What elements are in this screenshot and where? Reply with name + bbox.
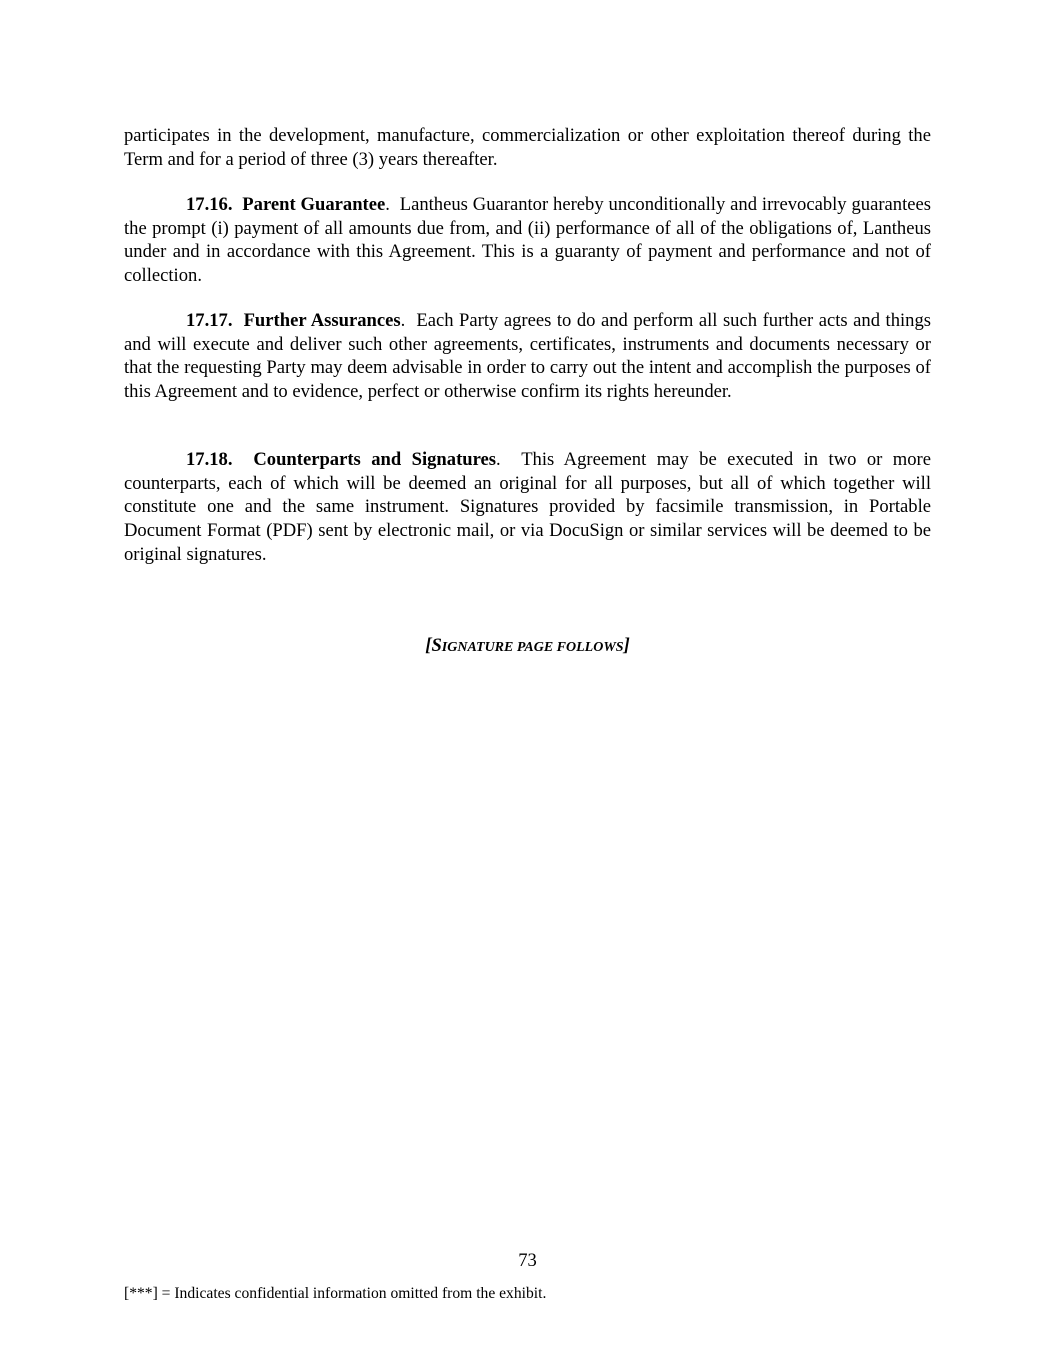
section-number: 17.17. <box>186 310 233 331</box>
paragraph-continuation <box>124 124 931 171</box>
section-title: Further Assurances <box>243 310 401 331</box>
bracket-close: ] <box>623 635 630 656</box>
section-number: 17.16. <box>186 194 233 215</box>
confidentiality-footnote: [***] = Indicates confidential information omitted from the exhibit. <box>124 1285 547 1302</box>
section-number: 17.18. <box>186 449 233 470</box>
section-title: Parent Guarantee <box>242 194 386 215</box>
bracket-open: [ <box>425 635 432 656</box>
section-17-17: 17.17. Further Assurances. Each Party agrees to do and perform all such further acts and things and will execute and deliver such other agreements, certificates, instruments and documents necessary or that the requesting Party may deem advisable in order to carry out the intent and accomplish the purposes of this Agreement and to evidence, perfect or otherwise confirm its rights hereunder. <box>124 310 931 403</box>
section-text: Lantheus Guarantor hereby unconditionally and irrevocably guarantees the prompt (i) payment of all amounts due from, and (ii) performance of all of the obligations of, Lantheus under and in accordance with this Agreement. This is a guaranty of payment and performance and not of collection. <box>124 194 931 287</box>
section-text: This Agreement may be executed in two or more counterparts, each of which will be deemed an original for all purposes, but all of which together will constitute one and the same instrument. Signatures provided by facsimile transmission, in Portable Document Format (PDF) sent by electronic mail, or via DocuSign or similar services will be deemed to be original signatures. <box>124 449 932 565</box>
section-17-16: 17.16. Parent Guarantee. Lantheus Guarantor hereby unconditionally and irrevocably guarantees the prompt (i) payment of all amounts due from, and (ii) performance of all of the obligations of, Lantheus under and in accordance with this Agreement. This is a guaranty of payment and performance and not of collection. <box>124 194 931 287</box>
page-number: 73 <box>518 1250 537 1271</box>
section-17-18: 17.18. Counterparts and Signatures. This Agreement may be executed in two or more counterparts, each of which will be deemed an original for all purposes, but all of which together will constitute one and the same instrument. Signatures provided by facsimile transmission, in Portable Document Format (PDF) sent by electronic mail, or via DocuSign or similar services will be deemed to be original signatures. <box>124 449 932 565</box>
small-caps-initial: S <box>431 635 442 656</box>
section-text: Each Party agrees to do and perform all such further acts and things and will execute and deliver such other agreements, certificates, instruments and documents necessary or that the requesting Party may deem advisable in order to carry out the intent and accomplish the purposes of this Agreement and to evidence, perfect or otherwise confirm its rights hereunder. <box>124 310 931 403</box>
signature-page-follows <box>0 634 1055 659</box>
paragraph-continuation-text: participates in the development, manufacture, commercialization or other exploitation thereof during the Term and for a period of three (3) years thereafter. <box>124 125 931 170</box>
small-caps-rest: IGNATURE PAGE FOLLOWS <box>441 640 624 655</box>
section-title: Counterparts and Signatures <box>253 449 497 470</box>
